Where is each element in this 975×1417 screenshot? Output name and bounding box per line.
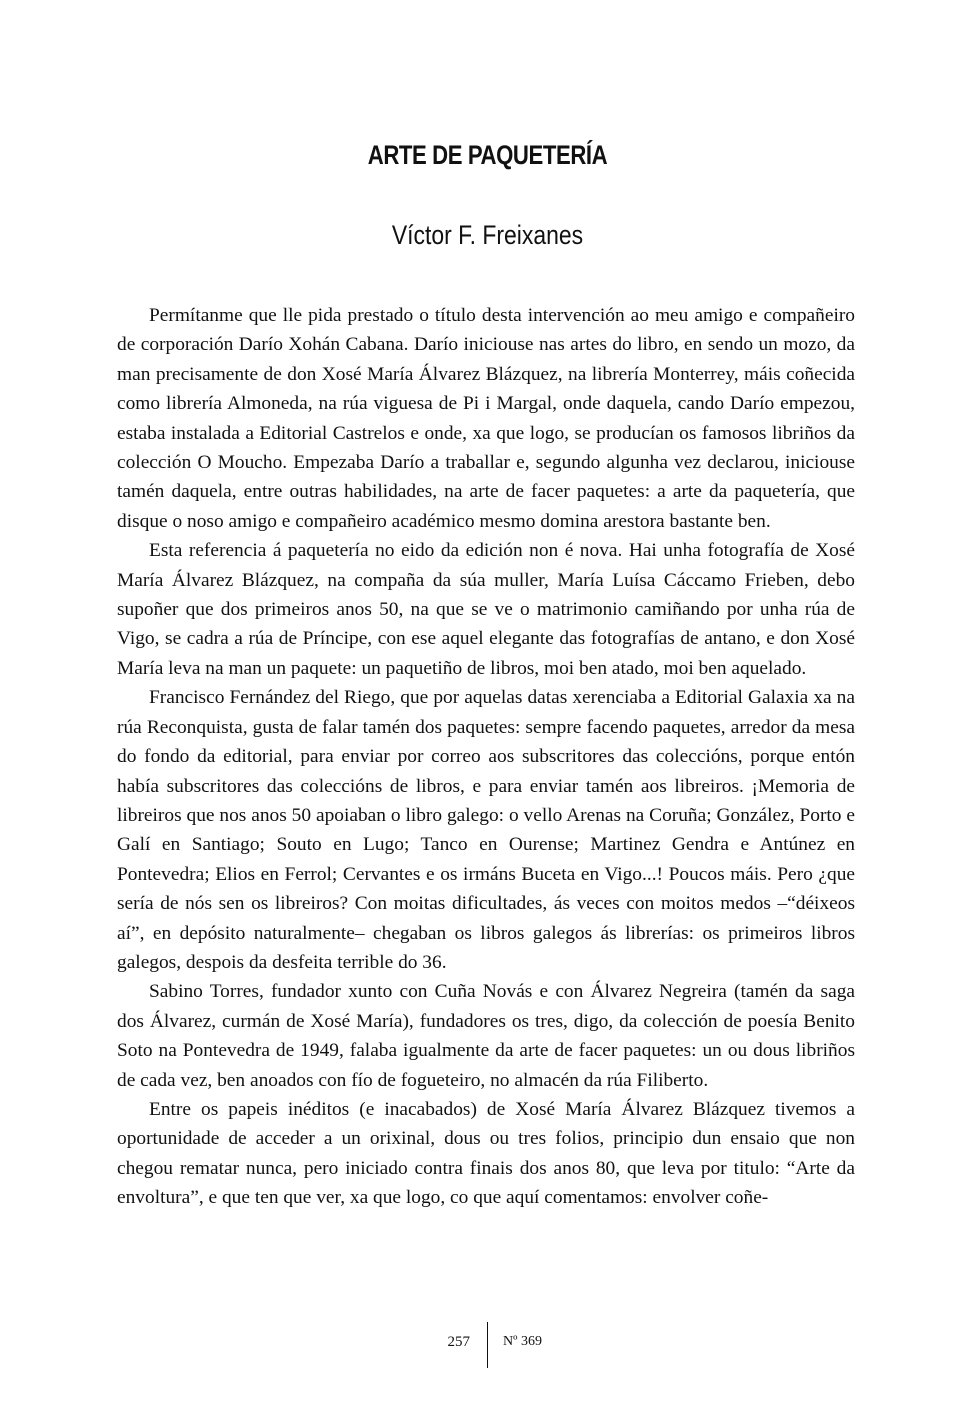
paragraph: Esta referencia á paquetería no eido da edición non é nova. Hai unha fotografía de Xosé María Álvarez Blázquez, na compaña da súa muller, María Luísa Cáccamo Frieben, debo supoñer que dos primeiros anos 50, na que se ve o matrimonio camiñando por unha rúa de Vigo, se cadra a rúa de Príncipe, con ese aquel elegante das fotografías de antano, e don Xosé María leva na man un paquete: un paquetiño de libros, moi ben atado, moi ben aquelado.	[117, 540, 855, 679]
paragraph: Entre os papeis inéditos (e inacabados) de Xosé María Álvarez Blázquez tivemos a oportunidade de acceder a un orixinal, dous ou tres folios, principio dun ensaio que non chegou rematar nunca, pero iniciado contra finais dos anos 80, que leva por titulo: “Arte da envoltura”, e que ten que ver, xa que logo, co que aquí comentamos: envolver coñe-	[117, 1098, 855, 1209]
issue-number: Nº 369	[503, 1334, 542, 1349]
paragraph: Francisco Fernández del Riego, que por aquelas datas xerenciaba a Editorial Galaxia xa na rúa Reconquista, gusta de falar tamén dos paquetes: sempre facendo paquetes, arredor da mesa do fondo da editorial, para enviar por correo aos subscritores das coleccións, porque entón había subscritores das coleccións de libros, e para enviar tamén aos libreiros. ¡Memoria de libreiros que nos anos 50 apoiaban o libro galego: o vello Arenas na Coruña; González, Porto e Galí en Santiago; Souto en Lugo; Tanco en Ourense; Martinez Gendra e Antúnez en Pontevedra; Elios en Ferrol; Cervantes e os irmáns Buceta en Vigo...! Poucos máis. Pero ¿que sería de nós sen os libreiros? Con moitas dificultades, ás veces con moitos medos –“déixeos aí”, en depósito naturalmente– chegaban os libros galegos ás librerías: os primeiros libros galegos, despois da desfeita terrible do 36.	[117, 687, 855, 973]
paragraph: Permítanme que lle pida prestado o título desta intervención ao meu amigo e compañeiro de corporación Darío Xohán Cabana. Darío iniciouse nas artes do libro, en sendo un mozo, da man precisamente de don Xosé María Álvarez Blázquez, na librería Monterrey, máis coñecida como librería Almoneda, na rúa viguesa de Pi i Margal, onde daquela, cando Darío empezou, estaba instalada a Editorial Castrelos e onde, xa que logo, se producían os famosos libriños da colección O Moucho. Empezaba Darío a traballar e, segundo algunha vez declarou, iniciouse tamén daquela, entre outras habilidades, na arte de facer paquetes: a arte da paquetería, que disque o noso amigo e compañeiro académico mesmo domina arestora bastante ben.	[117, 305, 855, 532]
article-body	[117, 301, 855, 1213]
article-author: Víctor F. Freixanes	[391, 220, 584, 250]
page-number: 257	[447, 1334, 470, 1350]
article-title: ARTE DE PAQUETERÍA	[367, 140, 608, 170]
footer-divider	[487, 1322, 488, 1368]
paragraph: Sabino Torres, fundador xunto con Cuña Novás e con Álvarez Negreira (tamén da saga dos Álvarez, curmán de Xosé María), fundadores os tres, digo, da colección de poesía Benito Soto na Pontevedra de 1949, falaba igualmente da arte de facer paquetes: un ou dous libriños de cada vez, ben anoados con fío de fogueteiro, no almacén da rúa Filiberto.	[117, 981, 855, 1091]
page-footer	[0, 1322, 975, 1370]
